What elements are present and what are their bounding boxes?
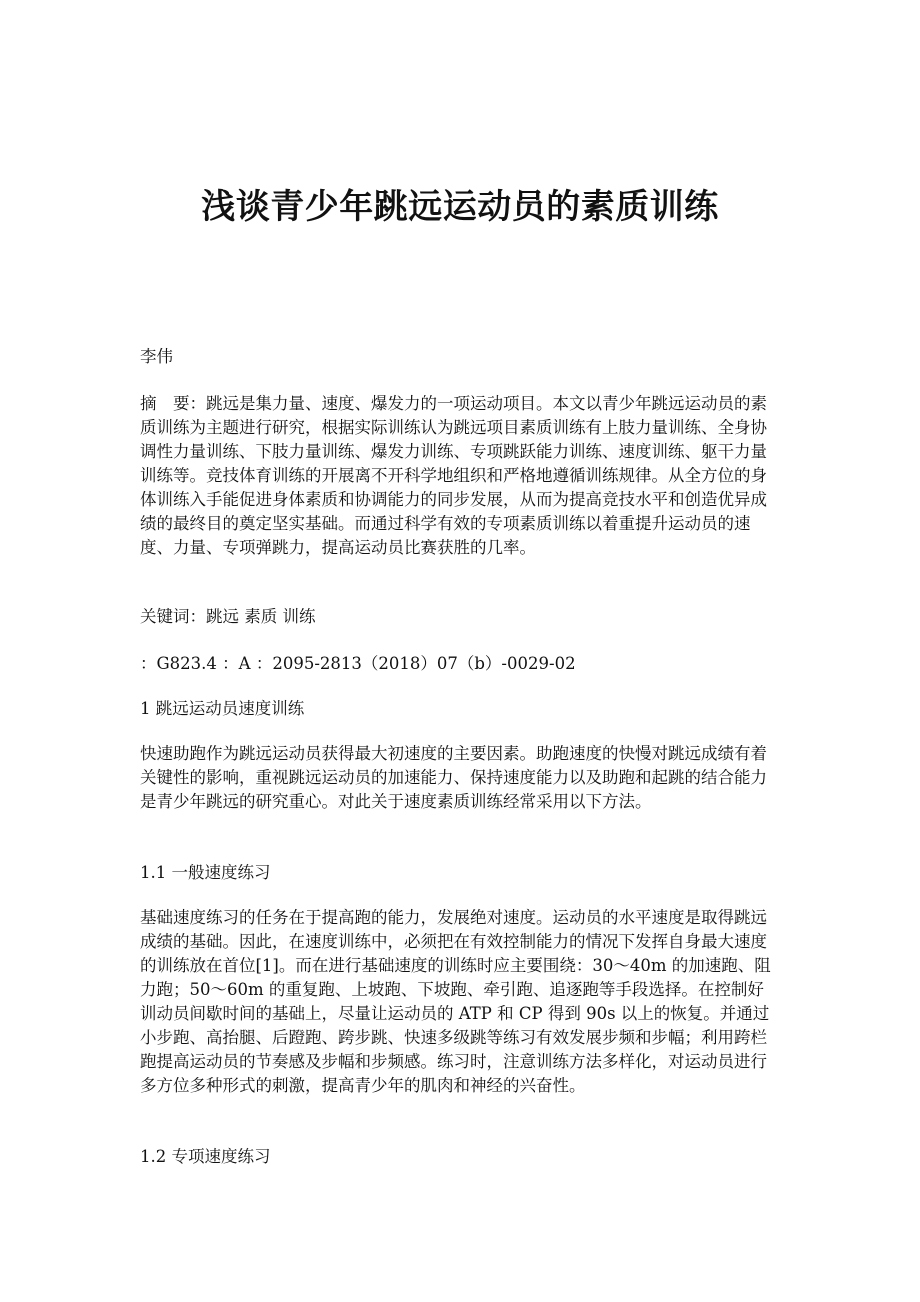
classification-line: ：G823.4 ：A ：2095-2813（2018）07（b）-0029-02 xyxy=(140,654,576,673)
section-1-paragraph: 快速助跑作为跳远运动员获得最大初速度的主要因素。助跑速度的快慢对跳远成绩有着关键性的影响，重视跳远运动员的加速能力、保持速度能力以及助跑和起跳的结合能力是青少年跳远的研究重心。对此关于速度素质训练经常采用以下方法。 xyxy=(140,744,767,811)
section-heading-1-2: 1.2 专项速度练习 xyxy=(140,1147,271,1166)
author-name: 李伟 xyxy=(140,347,173,366)
section-heading-1-1: 1.1 一般速度练习 xyxy=(140,863,271,882)
section-heading-1: 1 跳远运动员速度训练 xyxy=(140,699,305,718)
section-1-1-paragraph: 基础速度练习的任务在于提高跑的能力，发展绝对速度。运动员的水平速度是取得跳远成绩的基础。因此，在速度训练中，必须把在有效控制能力的情况下发挥自身最大速度的训练放在首位[1]。而在进行基础速度的训练时应主要围绕：30～40m 的加速跑、阻力跑；50～60m 的重复跑、上坡跑、下坡跑、牵引跑、追逐跑等手段选择。在控制好训动员间歇时间的基础上，尽量让运动员的 ATP 和 CP 得到 90s 以上的恢复。并通过小步跑、高抬腿、后蹬跑、跨步跳、快速多级跳等练习有效发展步频和步幅；利用跨栏跑提高运动员的节奏感及步幅和步频感。练习时，注意训练方法多样化，对运动员进行多方位多种形式的刺激，提高青少年的肌肉和神经的兴奋性。 xyxy=(140,908,771,1095)
keywords-line: 关键词：跳远 素质 训练 xyxy=(140,607,316,626)
document-title: 浅谈青少年跳远运动员的素质训练 xyxy=(201,187,719,227)
abstract-paragraph: 摘 要：跳远是集力量、速度、爆发力的一项运动项目。本文以青少年跳远运动员的素质训练为主题进行研究，根据实际训练认为跳远项目素质训练有上肢力量训练、全身协调性力量训练、下肢力量训练、爆发力训练、专项跳跃能力训练、速度训练、躯干力量训练等。竞技体育训练的开展离不开科学地组织和严格地遵循训练规律。从全方位的身体训练入手能促进身体素质和协调能力的同步发展，从而为提高竞技水平和创造优异成绩的最终目的奠定坚实基础。而通过科学有效的专项素质训练以着重提升运动员的速度、力量、专项弹跳力，提高运动员比赛获胜的几率。 xyxy=(140,394,767,557)
